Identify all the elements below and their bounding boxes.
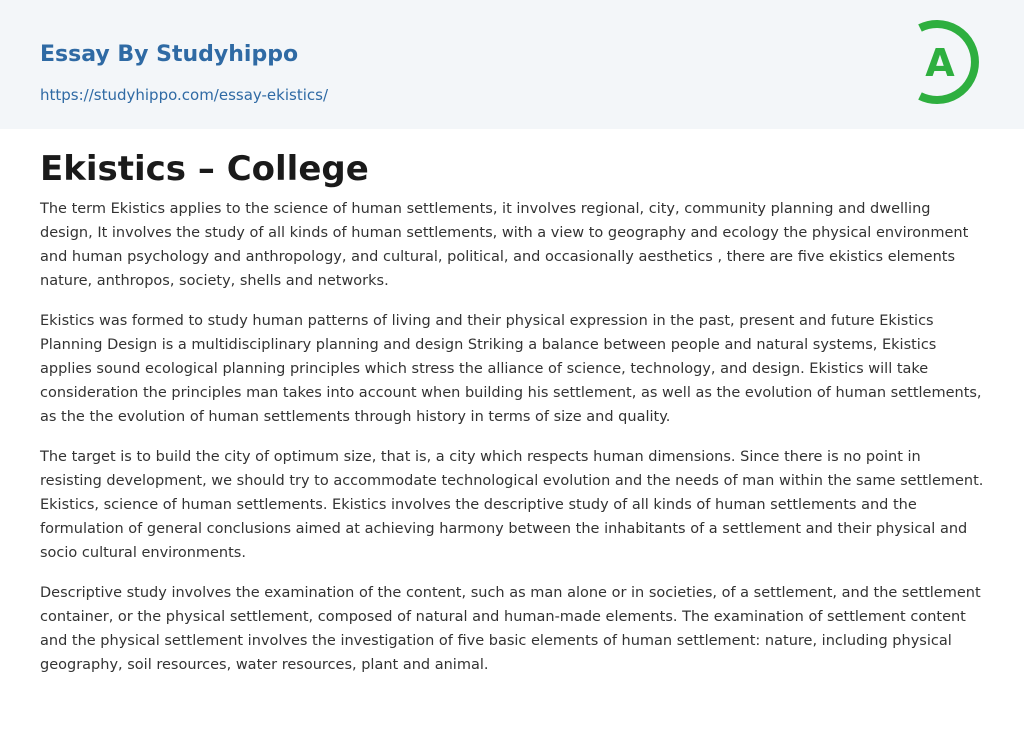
paragraph-4: Descriptive study involves the examination of the content, such as man alone or in societies, of a settlement, and the settlement container, or the physical settlement, composed of natural and human-made elements. The examination of settlement content and the physical settlement involves the investigation of five basic elements of human settlement: nature, including physical geography, soil resources, water resources, plant and animal.: [40, 585, 981, 673]
brand-title: Essay By Studyhippo: [40, 42, 299, 67]
paragraph-2: Ekistics was formed to study human patterns of living and their physical expression in the past, present and future Ekistics Planning Design is a multidisciplinary planning and design Striking a balance between people and natural systems, Ekistics applies sound ecological planning principles which stress the alliance of science, technology, and design. Ekistics will take consideration the principles man takes into account when building his settlement, as well as the evolution of human settlements, as the the evolution of human settlements through history in terms of size and quality.: [40, 313, 982, 425]
paragraph-1: The term Ekistics applies to the science of human settlements, it involves regional, city, community planning and dwelling design, It involves the study of all kinds of human settlements, with a view to geography and ecology the physical environment and human psychology and anthropology, and cultural, political, and occasionally aesthetics , there are five ekistics elements nature, anthropos, society, shells and networks.: [40, 201, 969, 289]
studyhippo-logo-icon[interactable]: [910, 18, 988, 106]
paragraph-3: The target is to build the city of optimum size, that is, a city which respects human dimensions. Since there is no point in resisting development, we should try to accommodate technological evolution and the needs of man within the same settlement. Ekistics, science of human settlements. Ekistics involves the descriptive study of all kinds of human settlements and the formulation of general conclusions aimed at achieving harmony between the inhabitants of a settlement and their physical and socio cultural environments.: [40, 449, 984, 561]
logo-letter: A: [925, 41, 955, 85]
article: [0, 129, 1024, 677]
essay-url-link[interactable]: https://studyhippo.com/essay-ekistics/: [40, 86, 328, 104]
header: [0, 0, 1024, 129]
article-title: Ekistics – College: [40, 149, 369, 189]
